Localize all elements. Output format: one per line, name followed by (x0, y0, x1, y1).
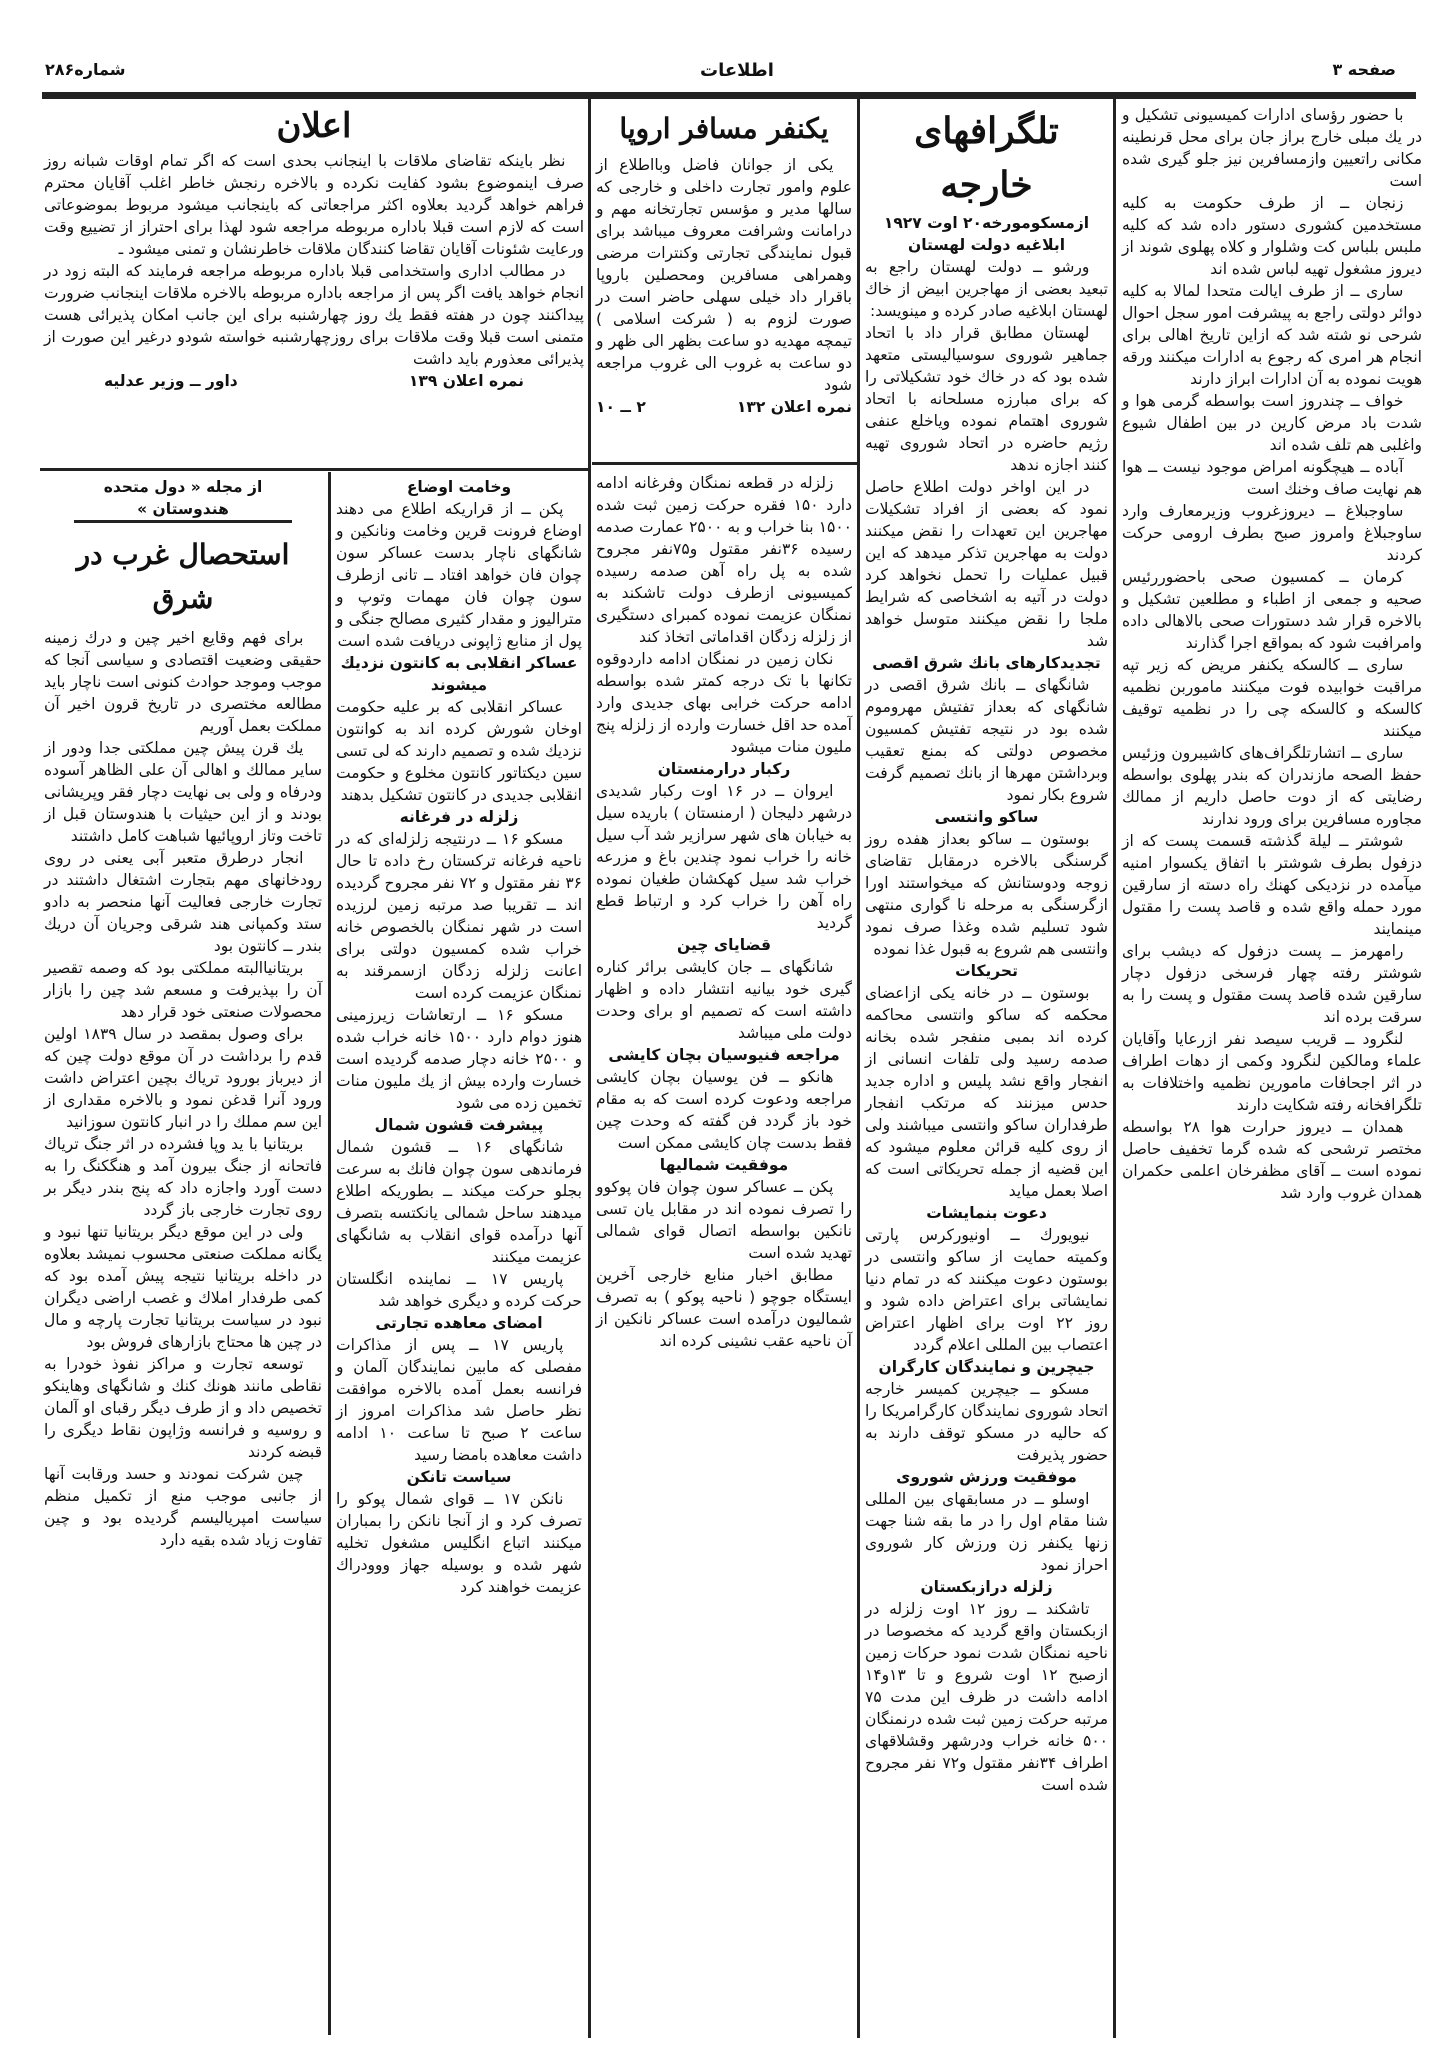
news-paragraph: خواف ــ چندروز است بواسطه گرمی هوا و شدت باد مرض کارین در بین اطفال شیوع واغلبی هم تلف شده اند (1122, 392, 1422, 454)
notice-signature: داور ــ وزیر عدلیه (104, 372, 238, 390)
news-paragraph: زلزله در قطعه نمنگان وفرغانه ادامه دارد ۱۵۰ فقره حرکت زمین ثبت شده ۱۵۰۰ بنا خراب و به ۲۵۰۰ عمارت صدمه رسیده ۳۶نفر مقتول و۷۵نفر مجروح شده به پل راه آهن صدمه رسیده کمیسیونی ازطرف دولت تاشکند به نمنگان عزیمت نموده کمبرای دستگیری از زلزله زدگان اقداماتی اتخاذ کند (596, 474, 852, 646)
news-paragraph: ساری ــ اتشارتلگراف‌های کاشیبرون وزئیس حفظ الصحه مازندران که بندر پهلوی بواسطه رضایتی که از دوت حاصل داریم از ممالك مجاوره مسافرین برای ورود ندارند (1122, 744, 1422, 828)
section-divider (592, 462, 857, 465)
column-divider (1113, 98, 1116, 2038)
news-paragraph: ساوجبلاغ ــ دیروزغروب وزیرمعارف وارد ساوجبلاغ وامروز صبح بطرف ارومی حرکت کردند (1122, 502, 1422, 564)
news-paragraph: در این اواخر دولت اطلاع حاصل نمود که بعضی از افراد تشکیلات مهاجرین این تعهدات را نقض میکنند دولت به مهاجرین تذکر میدهد که این قبیل عملیات را تحمل نخواهد کرد دولت در آتیه به اشخاصی که شرایط ملجا را نقض میکنند متوسل خواهد شد (865, 478, 1108, 650)
section-title: رکبار درارمنستان (657, 760, 791, 778)
news-paragraph: مطابق اخبار منابع خارجی آخرین ایستگاه جوچو ( ناحیه پوکو ) به تصرف شمالیون درآمده است عساکر نانکین از آن ناحیه عقب نشینی کرده اند (596, 1266, 852, 1350)
section-title: موفقیت شمالیها (659, 1156, 789, 1174)
news-paragraph: پاریس ۱۷ ــ پس از مذاکرات مفصلی که مابین نمایندگان آلمان و فرانسه بعمل آمده بالاخره موافقت نظر حاصل شد مذاکرات امروز از ساعت ۲ صبح تا ساعت ۱۰ ادامه داشت معاهده بامضا رسید (336, 1336, 582, 1464)
page-number: صفحه ۳ (1332, 60, 1396, 79)
section-title: زلزله درازبکستان (920, 1578, 1053, 1596)
news-paragraph: شانگهای ۱۶ ــ قشون شمال فرماندهی سون چوان فانك به سرعت بجلو حرکت میکند ــ بطوریکه اطلاع میدهند ساحل شمالی یانکتسه بتصرف آنها درآمده قوای انقلاب به شانگهای عزیمت میکنند (336, 1138, 582, 1266)
article-paragraph: ولی در این موقع دیگر بریتانیا تنها نبود و یگانه مملکت صنعتی محسوب نمیشد بعلاوه در داخله بریتانیا نتیجه پیش آمده بود که کمی طرفدار املاك و غصب اراضی دیگران نبود در سیاست بریتانیا تجارت پارچه و مال در چین ها محتاج بازارهای فروش بود (44, 1223, 322, 1351)
section-title: وخامت اوضاع (406, 478, 512, 496)
article-paragraph: چین شرکت نمودند و حسد ورقابت آنها از جانبی موجب منع از تکمیل منظم سیاست امپریالیسم گردیده بود و چین تفاوت زیاد شده بقیه دارد (44, 1465, 322, 1549)
article-paragraph: انجار درطرق متعبر آبی یعنی در روی رودخانهای مهم بتجارت اشتغال داشتند در تجارت خارجی فعالیت آنها منحصر به دادو ستد وکمپانی هند شرقی وجریان آن دریك بندر ــ کانتون بود (44, 849, 322, 955)
news-paragraph: پاریس ۱۷ ــ نماینده انگلستان حرکت کرده و دیگری خواهد شد (336, 1270, 582, 1310)
article-paragraph: برای فهم وقایع اخیر چین و درك زمینه حقیقی وضعیت اقتصادی و سیاسی آنجا که موجب وموجد حوادث کنونی است ناچار باید مطالعه مختصری در تاریخ قرون اخیر آن مملکت بعمل آوریم (44, 629, 322, 735)
news-paragraph: ایروان ــ در ۱۶ اوت رکبار شدیدی درشهر دلیجان ( ارمنستان ) باریده سیل به خیابان های شهر سرازیر شد آب سیل خانه را خراب نمود چندین باغ و مزرعه خراب شد سیل کهکشان طغیان نموده راه آهن را خراب کرد و ارتباط قطع گردید (596, 782, 852, 932)
news-paragraph: بوستون ــ در خانه یکی ازاعضای محکمه که ساکو وانتسی محاکمه کرده اند بمبی منفجر شده بخانه صدمه رسید ولی تلفات انسانی از انفجار واقع نشد پلیس و اداره جدید حدس میزنند که مرتکب انفجار طرفداران ساکو وانتسی میباشند ولی از روی کلیه قرائن معلوم میشود که این قضیه از جمله تحریکاتی است که اصلا بعمل میاید (865, 984, 1108, 1200)
section-title: ساکو وانتسی (934, 808, 1039, 826)
notice-number: نمره اعلان ۱۳۹ (408, 372, 524, 390)
news-paragraph: ساری ــ از طرف ایالت متحدا لمالا به کلیه دوائر دولتی راجع به پیشرفت امور سجل احوال شرحی نو شته شد که ازاین تاریخ اهالی برای انجام هر امری که رجوع به ادارات میکنند ورقه هویت نموده به آن ادارات ابراز دارند (1122, 282, 1422, 388)
news-paragraph: پکن ــ از قراریکه اطلاع می دهند اوضاع فرونت قرین وخامت ونانکین و شانگهای ناچار بدست عساکر سون چوان فان خواهد افتاد ــ تانی ازطرف سون چوان فان مهمات وتوپ و مترالیوز و مقدار کثیری مصالح جنگی و پول از منابع ژاپونی دریافت شده است (336, 500, 582, 650)
news-paragraph: مسکو ۱۶ ــ ارتعاشات زیرزمینی هنوز دوام دارد ۱۵۰۰ خانه خراب شده و ۲۵۰۰ خانه دچار صدمه گردیده است خسارت وارده بیش از یك ملیون منات تخمین زده می شود (336, 1006, 582, 1112)
section-title: زلزله در فرغانه (399, 808, 519, 826)
europe-ad-title: یکنفر مسافر اروپا (619, 112, 829, 145)
news-paragraph: پکن ــ عساکر سون چوان فان پوکوو را تصرف نموده اند در مقابل یان تسی نانکین بواسطه اتصال قوای شمالی تهدید شده است (596, 1178, 852, 1262)
notice-paragraph: نظر باینکه تقاضای ملاقات با اینجانب بحدی است که اگر تمام اوقات شبانه روز صرف اینموضوع بشود کفایت نکرده و بالاخره رنجش خاطر اغلب آقایان محترم فراهم خواهد گردید بعلاوه اکثر مراجعاتی که باینجانب میشود مربوط بموضوعاتی است که لازم است قبلا باداره مربوطه مراجعه شود لهذا برای احتراز از تضییع وقت ورعایت شئونات آقایان تقاضا کنندگان ملاقات خاطرنشان و تمنی میشود ـ (44, 152, 584, 258)
news-paragraph: آباده ــ هیچگونه امراض موجود نیست ــ هوا هم نهایت صاف وخنك است (1122, 458, 1422, 498)
news-paragraph: همدان ــ دیروز حرارت هوا ۲۸ بواسطه مختصر ترشحی که شده گرما تخفیف حاصل نموده است ــ آقای مظفرخان اعلمی حکمران همدان غروب وارد شد (1122, 1118, 1422, 1202)
news-paragraph: عساکر انقلابی که بر علیه حکومت اوخان شورش کرده اند به کوانتون نزدیك شده و تصمیم دارند که لی تسی سین دیکتاتور کانتون مخلوع و حکومت انقلابی جدیدی در کانتون تشکیل بدهند (336, 698, 582, 804)
news-paragraph: کرمان ــ کمسیون صحی باحضوررئیس صحیه و جمعی از اطباء و مطلعین تشکیل و بالاخره قرار شد دستورات صحی بالاهالی داده وامرافبت شود که بمواقع اجرا گذارند (1122, 568, 1422, 652)
notice-title: اعلان (276, 106, 352, 146)
news-paragraph: شوشتر ــ لیلة گذشته قسمت پست که از دزفول بطرف شوشتر با اتفاق یکسوار امنیه میآمده در نزدیکی کهنك راه دسته از سارقین مورد حمله واقع شده و قاصد پست را مقتول مینمایند (1122, 832, 1422, 938)
news-paragraph: اوسلو ــ در مسابقهای بین المللی شنا مقام اول را در ما بقه شنا جهت زنها یکنفر زن ورزش کار شوروی احراز نمود (865, 1490, 1108, 1574)
section-title: عساکر انقلابی به کانتون نزدیك میشوند (340, 654, 578, 694)
news-paragraph: ورشو ــ دولت لهستان راجع به تبعید بعضی از مهاجرین ابیض از خاك لهستان ابلاغیه صادر کرده و مینویسد: (865, 258, 1108, 320)
section-title: جیچرین و نمایندگان کارگران (878, 1358, 1095, 1376)
section-divider (40, 468, 588, 471)
ministry-notice (44, 102, 584, 392)
section-title: پیشرفت قشون شمال (374, 1116, 544, 1134)
news-paragraph: لنگرود ــ قریب سیصد نفر ازرعایا وآقایان علماء ومالکین لنگرود وکمی از دهات اطراف در اثر اجحافات مامورین نظمیه واختلافات به تلگرافخانه رفته شکایت دارند (1122, 1030, 1422, 1114)
header-rule (42, 92, 1416, 99)
section-title: موفقیت ورزش شوروی (896, 1468, 1077, 1486)
paper-name: اطلاعات (700, 60, 774, 81)
section-title: قضایای چین (677, 936, 771, 954)
news-paragraph: نانکن ۱۷ ــ قوای شمال پوکو را تصرف کرد و از آنجا نانکن را بمباران میکنند اتباع انگلیس مشغول تخلیه شهر شده و بوسیله جهاز ووودراك عزیمت خواهند کرد (336, 1490, 582, 1596)
section-title: امضای معاهده تجارتی (375, 1314, 543, 1332)
article-paragraph: بریتانیا با ید وپا فشرده در اثر جنگ تریاك فاتحانه از جنگ بیرون آمد و هنگکنگ را به دست آورد واجازه داد که پنج بندر دیگر بر روی تجارت خارجی باز گردد (44, 1135, 322, 1219)
news-paragraph: مسکو ۱۶ ــ درنتیجه زلزله‌ای که در ناحیه فرغانه ترکستان رخ داده تا حال ۳۶ نفر مقتول و ۷۲ نفر مجروح گردیده اند ــ تقریبا صد مرتبه زمین لرزیده است در شهر نمنگان بالخصوص خانه خراب شده کمسیون دولتی برای اعانت زلزله زدگان ازسمرقند به نمنگان عزیمت کرده است (336, 830, 582, 1002)
right-column (1122, 104, 1422, 1204)
news-paragraph: بوستون ــ ساکو بعداز هفده روز گرسنگی بالاخره درمقابل تقاضای زوجه ودوستانش که میخواستند اورا ازگرسنگی به مرحله نا گواری منتهی شود تسلیم شده وغذا صرف نمود وانتسی هم شروع به قبول غذا نموده (865, 830, 1108, 958)
notice-number: نمره اعلان ۱۳۲ (736, 398, 852, 416)
lower-left-mid-column (336, 476, 582, 1598)
news-paragraph: نیویورك ــ اونیورکرس پارتی وکمیته حمایت از ساکو وانتسی در بوستون دعوت میکنند که در تمام دنیا نمایشاتی برای اعتراض داده شود و روز ۲۲ اوت برای اظهار اعتراض اعتصاب بین المللی اعلام گردد (865, 1226, 1108, 1354)
news-paragraph: ساری ــ کالسکه یکنفر مریض که زیر تپه مراقبت خوابیده فوت میکنند ماموربن نظمیه کالسکه و کالسکه چی را در نظمیه توقیف میکنند (1122, 656, 1422, 740)
news-paragraph: با حضور رؤسای ادارات کمیسیونی تشکیل و در یك مبلی خارج براز جان برای محل قرنطینه مکانی راتعیین وازمسافرین نیز جلو گیری شده است (1122, 106, 1422, 190)
column-divider (328, 472, 331, 2035)
news-paragraph: زنجان ــ از طرف حکومت به کلیه مستخدمین کشوری دستور داده شد که کلیه ملبس بلباس کت وشلوار و کلاه پهلوی شوند از دیروز مشغول تهیه لباس شده اند (1122, 194, 1422, 278)
section-title: تحریکات (955, 962, 1018, 980)
section-title: مراجعه فنیوسیان بچان کایشی (608, 1046, 840, 1064)
article-paragraph: یك قرن پیش چین مملکتی جدا ودور از سایر ممالك و اهالی آن علی الظاهر آسوده ودرفاه و ولی بی نهایت دچار فقر وپریشانی بودند و از این حیثیات با هندوستان قبل از تاخت وتاز اروپائیها شباهت کامل داشتند (44, 739, 322, 845)
section-title: سیاست تانکن (406, 1468, 512, 1486)
news-paragraph: مسکو ــ جیچرین کمیسر خارجه اتحاد شوروی نمایندگان کارگرامریکا را که حالیه در مسکو توقف دارند به حضور پذیرفت (865, 1380, 1108, 1464)
section-title: تجدیدکارهای بانك شرق اقصی (872, 654, 1101, 672)
column-divider (857, 98, 860, 2038)
notice-paragraph: در مطالب اداری واستخدامی قبلا باداره مربوطه مراجعه فرمایند که البته زود در انجام خواهد یافت اگر پس از مراجعه باداره مربوطه بالاخره ملاقات اینجانب ضرورت پیداکنند چون در هفته فقط یك روز چهارشنبه برای این جانب امکان پذیرائی هست متمنی است قبلا وقت ملاقات برای روزچهارشنبه خواسته شودو درغیر این صورت از پذیرائی معذورم باید داشت (44, 262, 584, 368)
article-source: از مجله « دول متحده هندوستان » (74, 476, 292, 523)
lower-mid-column (596, 472, 852, 1352)
europe-ad (596, 104, 852, 418)
news-paragraph: شانگهای ــ جان کایشی برائر کناره گیری خود بیانیه انتشار داده و اظهار داشته است که تصمیم او برای وحدت دولت ملی میباشد (596, 958, 852, 1042)
news-paragraph: نکان زمین در نمنگان ادامه داردوقوه تکانها با تک درجه کمتر شده بواسطه ادامه حرکت خرابی بهای جدیدی وارد آمده حد اقل خسارت وارده از زلزله پنج ملیون منات میشود (596, 650, 852, 756)
article-paragraph: برای وصول بمقصد در سال ۱۸۳۹ اولین قدم را برداشت در آن موقع دولت چین که از دیرباز بورود تریاك بچین اعتراض داشت ورود آنرا قدغن نمود و بالاخره مقداری از این سم مملك را در انبار کانتون سوزانید (44, 1025, 322, 1131)
issue-number: شماره۲۸۶ (45, 60, 126, 79)
news-paragraph: لهستان مطابق قرار داد با اتحاد جماهیر شوروی سوسیالیستی متعهد شده بود که در خاك خود تشکیلاتی را که برای مبارزه مسلحانه با اتحاد شوروی اهتمام نموده ویاخلع عنفی رژیم حاضره در اتحاد شوروی تهیه کنند اجازه ندهد (865, 324, 1108, 474)
article-paragraph: توسعه تجارت و مراکز نفوذ خودرا به نقاطی مانند هونك کنك و شانگهای وهاینکو تخصیص داد و از طرف دیگر رقبای او آلمان و روسیه و فرانسه وژاپون نقاط دیگری را قبضه کردند (44, 1355, 322, 1461)
news-paragraph: تاشکند ــ روز ۱۲ اوت زلزله در ازبکستان واقع گردید که مخصوصا در ناحیه نمنگان شدت نمود حرکات زمین ازصبح ۱۲ اوت شروع و تا ۱۳و۱۴ ادامه داشت در ظرف این مدت ۷۵ مرتبه حرکت زمین ثبت شده درنمنگان ۵۰۰ خانه خراب ودرشهر وقشلاقهای اطراف ۳۴نفر مقتول و۷۲ نفر مجروح شده است (865, 1600, 1109, 1794)
news-paragraph: شانگهای ــ بانك شرق اقصی در شانگهای که بعداز تفتیش مهروموم شده بود در نتیجه تفتیش کمسیون مخصوص دولتی که بمنع تعقیب وبرداشتن مهرها از بانك تصمیم گرفت شروع بکار نمود (865, 676, 1108, 804)
article-paragraph: بریتانیاالبته مملکتی بود که وصمه تقصیر آن را بپذیرفت و مسعم شد چین را بازار محصولات صنعتی خود قرار دهد (44, 959, 322, 1021)
telegrams-dateline: ازمسکومورخه۲۰ اوت ۱۹۲۷ (883, 214, 1090, 232)
telegrams-column (865, 104, 1108, 1796)
notice-count: ۲ ــ ۱۰ (596, 398, 646, 416)
section-title: دعوت بنمایشات (926, 1204, 1047, 1222)
news-paragraph: رامهرمز ــ پست دزفول که دیشب برای شوشتر رفته چهار فرسخی دزفول دچار سارقین شده قاصد پست مقتول و پست را به سرقت برده اند (1122, 942, 1422, 1026)
telegrams-subtitle: ابلاغیه دولت لهستان (907, 236, 1066, 254)
column-divider (588, 98, 591, 2038)
article-title: استحصال غرب در شرق (76, 538, 290, 615)
news-paragraph: هانکو ــ فن یوسیان بچان کایشی مراجعه ودعوت کرده است که به مقام خود باز گردد فن گفته که وحدت چین فقط بدست چان کایشی ممکن است (596, 1068, 852, 1152)
europe-ad-text: یکی از جوانان فاضل وبااطلاع از علوم وامور تجارت داخلی و خارجی که سالها مدیر و مؤسس تجارتخانه مهم و درامانت وشرافت معروف میباشد برای قبول نمایندگی تجارتی وکنترات مرضی وهمراهی مسافرین ومحصلین باروپا باقرار داد خیلی سهلی حاضر است در صورت لزوم به ( شرکت اسلامی ) تیمچه مهدیه دو ساعت بظهر الی ظهر و دو ساعت به غروب الی غروب مراجعه شود (596, 156, 852, 394)
article-column (44, 476, 322, 1551)
telegrams-title: تلگرافهای خارجه (914, 110, 1059, 206)
